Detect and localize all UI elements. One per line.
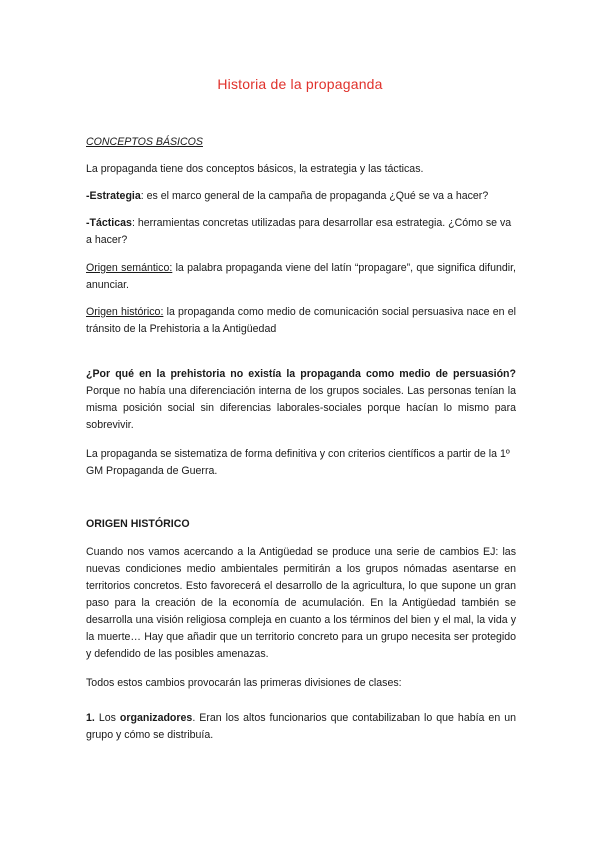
organizadores-text: . Eran los altos funcionarios que contabilizaban lo que había en un grupo y cómo se distribuía.	[86, 712, 516, 741]
organizadores-label: organizadores	[119, 712, 193, 724]
prehistoria-answer: Porque no había una diferenciación interna de los grupos sociales. Las personas tenían la misma posición social sin diferencias laborales-sociales porque hacían lo mismo para sobrevivir.	[86, 385, 516, 431]
origen-historico-def-text: la propaganda como medio de comunicación social persuasiva nace en el tránsito de la Prehistoria a la Antigüedad	[86, 306, 516, 335]
origen-semantico-paragraph	[86, 260, 516, 294]
origen-historico-heading: ORIGEN HISTÓRICO	[86, 518, 190, 530]
tacticas-text: : herramientas concretas utilizadas para desarrollar esa estrategia. ¿Cómo se va a hacer?	[86, 217, 512, 246]
sistematiza-paragraph: La propaganda se sistematiza de forma definitiva y con criterios científicos a partir de la 1º GM Propaganda de Guerra.	[86, 448, 510, 477]
organizadores-number: 1.	[86, 712, 95, 724]
organizadores-pre: Los	[94, 712, 120, 724]
prehistoria-question: ¿Por qué en la prehistoria no existía la propaganda como medio de persuasión?	[86, 368, 516, 380]
estrategia-label: -Estrategia	[86, 190, 141, 202]
estrategia-paragraph	[86, 188, 516, 205]
document-title: Historia de la propaganda	[217, 76, 383, 92]
tacticas-paragraph	[86, 215, 516, 249]
conceptos-heading-wrap	[86, 134, 516, 151]
organizadores-paragraph	[86, 710, 516, 744]
estrategia-text: : es el marco general de la campaña de propaganda ¿Qué se va a hacer?	[140, 190, 489, 202]
origen-semantico-text: la palabra propaganda viene del latín “propagare”, que significa difundir, anunciar.	[86, 262, 516, 291]
conceptos-heading: CONCEPTOS BÁSICOS	[86, 136, 203, 148]
origen-historico-def-label: Origen histórico:	[86, 306, 164, 318]
antiguedad-paragraph: Cuando nos vamos acercando a la Antigüedad se produce una serie de cambios EJ: las nuevas condiciones medio ambientales permitirán a los grupos nómadas asentarse en territorios concretos. Esto favorecerá el desarrollo de la agricultura, lo que supone un gran paso para la creación de la economía de acumulación. En la Antigüedad también se desarrolla una visión religiosa compleja en cuanto a los términos del bien y el mal, la vida y la muerte… Hay que añadir que un territorio concreto para un grupo necesita ser protegido y defendido de las posibles amenazas.	[86, 546, 516, 660]
origen-semantico-label: Origen semántico:	[86, 262, 173, 274]
prehistoria-paragraph	[86, 366, 516, 434]
tacticas-label: -Tácticas	[86, 217, 132, 229]
intro-paragraph: La propaganda tiene dos conceptos básicos, la estrategia y las tácticas.	[86, 163, 424, 175]
divisiones-paragraph: Todos estos cambios provocarán las primeras divisiones de clases:	[86, 677, 402, 689]
origen-historico-def-paragraph	[86, 304, 516, 338]
